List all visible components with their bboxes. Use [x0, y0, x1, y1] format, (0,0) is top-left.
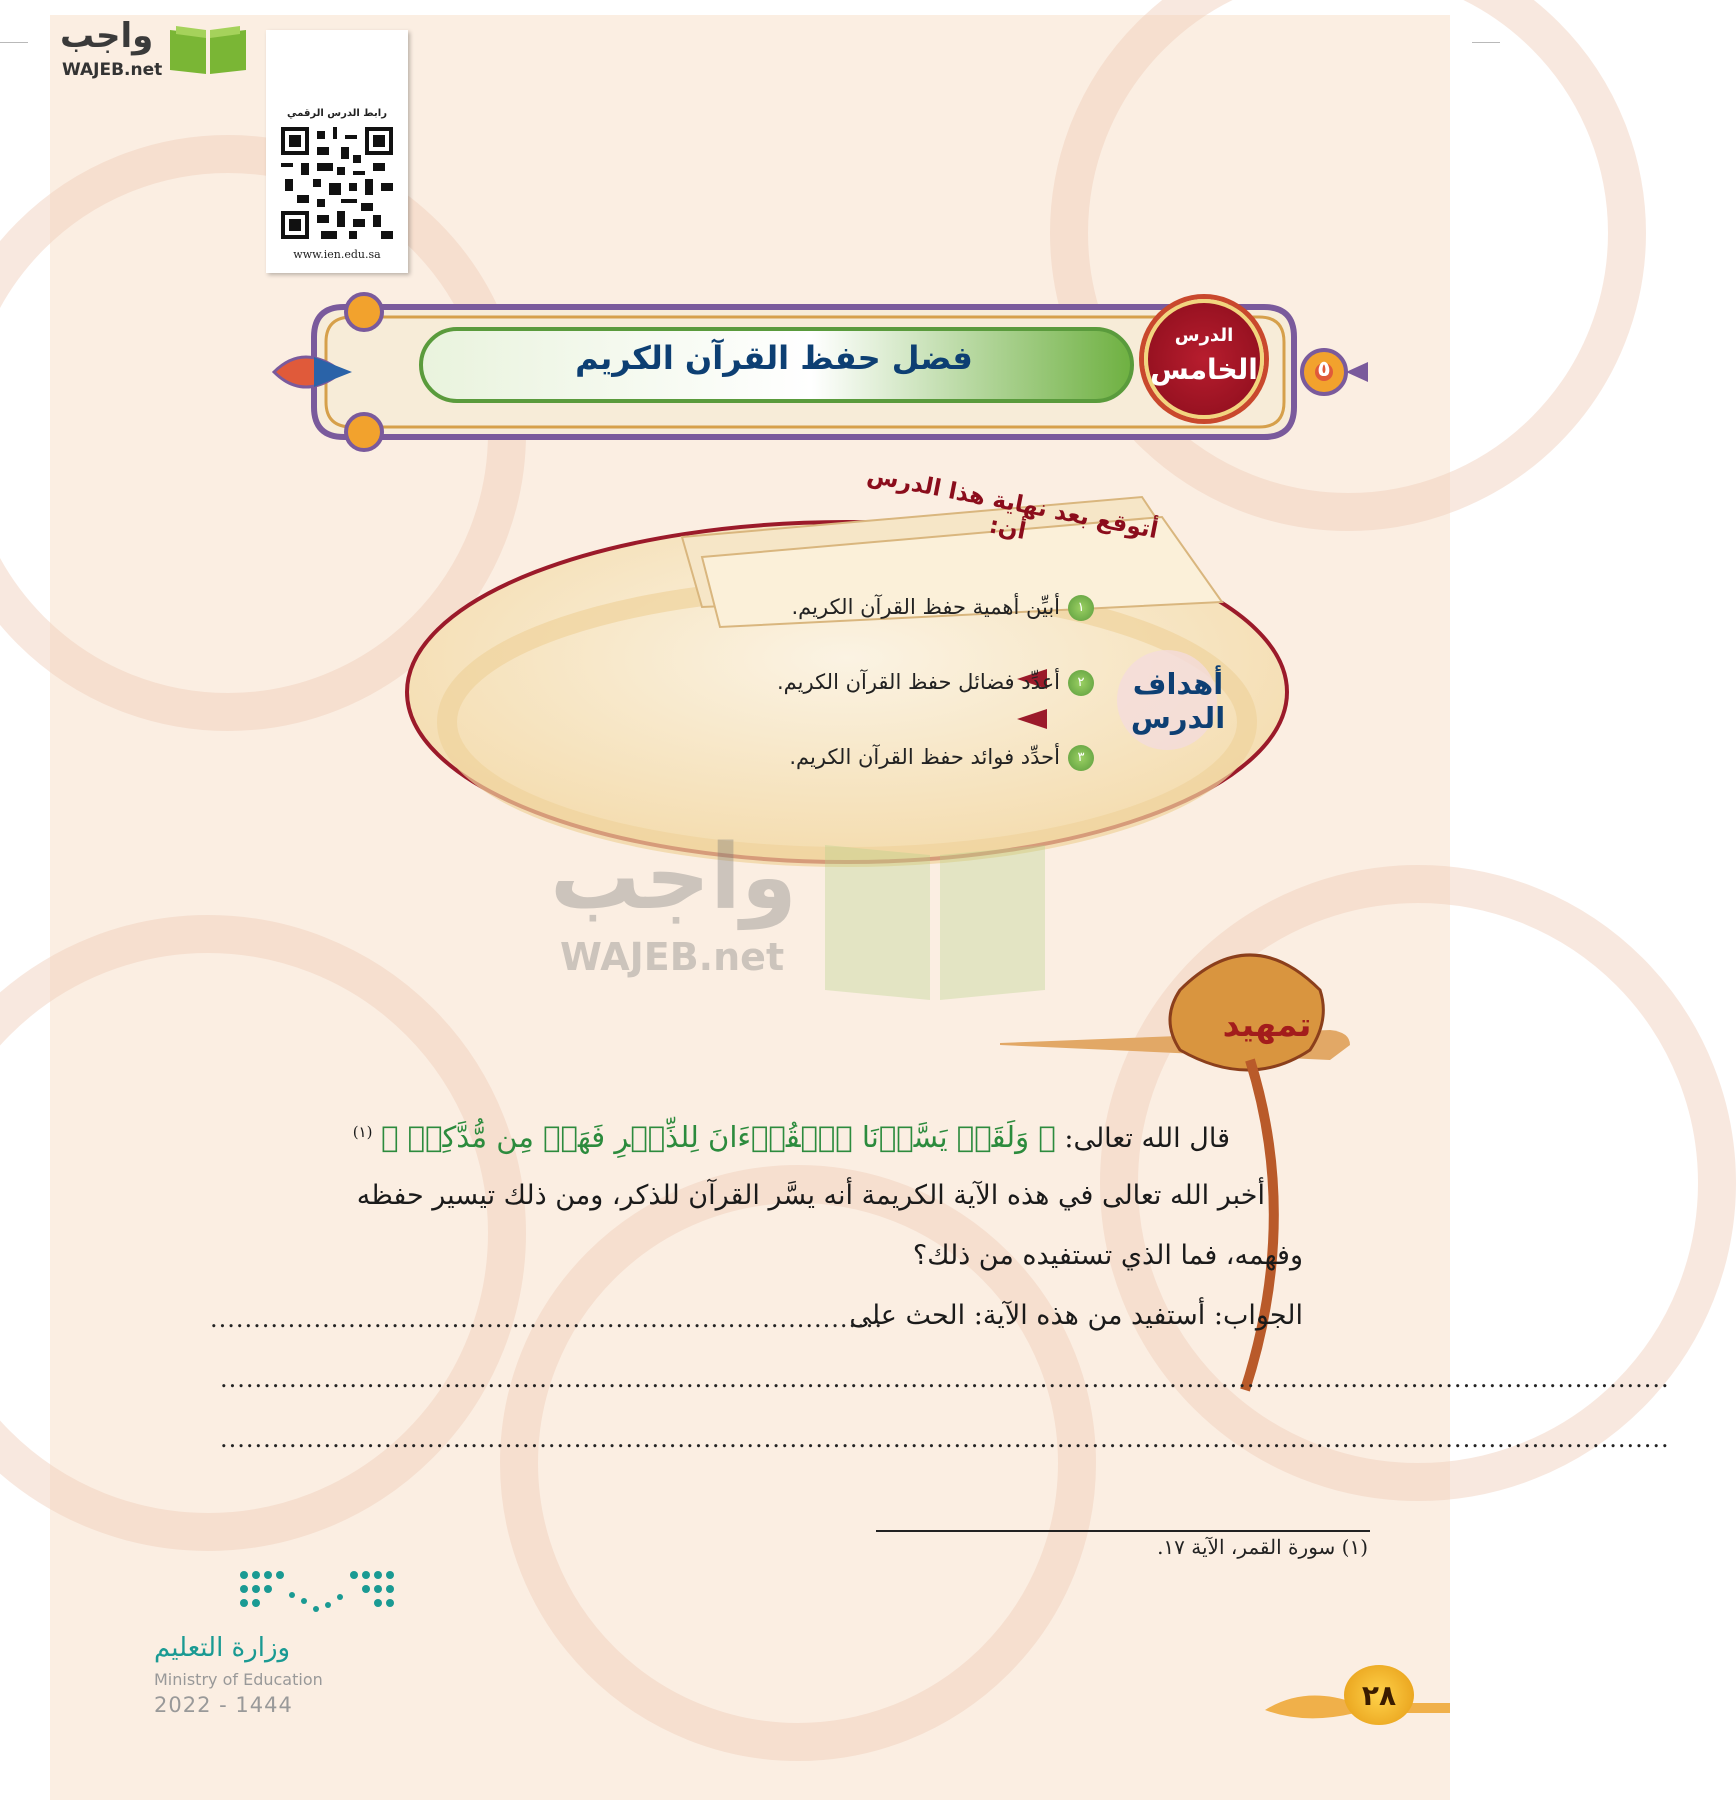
qr-url[interactable]: www.ien.edu.sa: [293, 248, 381, 261]
lesson-label: الدرس: [1174, 325, 1234, 346]
background-ornament: [0, 915, 526, 1551]
footnote: (١) سورة القمر، الآية ١٧.: [1157, 1535, 1368, 1559]
ministry-english: Ministry of Education: [154, 1670, 323, 1689]
answer-prefix: الجواب: أستفيد من هذه الآية: الحث على: [849, 1300, 1303, 1331]
qr-caption: رابط الدرس الرقمي: [287, 108, 387, 119]
objective-number-badge: ٣: [1068, 745, 1094, 771]
ministry-year: 2022 - 1444: [154, 1693, 293, 1717]
lesson-title-banner: [264, 287, 1370, 457]
objectives-header: أتوقع بعد نهاية هذا الدرس أن:: [864, 462, 1161, 546]
logo-latin: WAJEB.net: [62, 60, 163, 80]
lesson-title: فضل حفظ القرآن الكريم: [575, 339, 973, 377]
intro-label: تمهيد: [1222, 1005, 1312, 1044]
verse-line: [200, 1120, 1230, 1154]
textbook-page: [50, 15, 1670, 1800]
objective-item: [610, 745, 1094, 771]
objective-number-badge: ٢: [1068, 670, 1094, 696]
qr-code-icon[interactable]: [281, 127, 393, 239]
book-icon: [168, 24, 248, 76]
page-number-badge: [1344, 1665, 1414, 1725]
lesson-number: ٥: [1317, 357, 1331, 382]
verse-footnote-ref: (١): [352, 1123, 373, 1141]
crop-mark: [0, 42, 28, 43]
objective-text: أعدِّد فضائل حفظ القرآن الكريم.: [777, 670, 1060, 694]
ministry-logo: [154, 1565, 384, 1735]
lesson-ordinal: الخامس: [1150, 353, 1258, 386]
answer-line[interactable]: ........................................................................................................................................................................: [220, 1365, 1670, 1393]
verse-prefix: قال الله تعالى:: [1064, 1123, 1230, 1154]
intro-paragraph-line1: أخبر الله تعالى في هذه الآية الكريمة أنه يسَّر القرآن للذكر، ومن ذلك تيسير حفظه: [356, 1180, 1265, 1211]
footnote-divider: [876, 1530, 1370, 1532]
objective-item: [610, 670, 1094, 696]
logo-arabic: واجب: [60, 16, 154, 56]
watermark-arabic: واجب: [550, 825, 797, 930]
intro-paragraph-line2: وفهمه، فما الذي تستفيده من ذلك؟: [912, 1240, 1303, 1271]
objectives-label: أهداف الدرس: [1130, 667, 1226, 735]
lesson-number-badge: [1144, 299, 1264, 419]
objective-item: [610, 595, 1094, 621]
watermark-latin: WAJEB.net: [560, 935, 785, 979]
qr-card[interactable]: [266, 30, 408, 273]
wajeb-watermark: [550, 825, 1070, 1015]
quran-verse: ﴿ وَلَقَدۡ يَسَّرۡنَا ٱلۡقُرۡءَانَ لِلذِّكۡرِ فَهَلۡ مِن مُّدَّكِرٖ ﴾: [381, 1120, 1056, 1154]
page-number: ٢٨: [1361, 1679, 1397, 1712]
answer-line[interactable]: ..............................................................................: [210, 1305, 884, 1333]
ministry-arabic: وزارة التعليم: [154, 1633, 291, 1663]
wajeb-logo[interactable]: [60, 16, 240, 80]
objective-text: أبيِّن أهمية حفظ القرآن الكريم.: [791, 595, 1060, 619]
answer-line[interactable]: ........................................................................................................................................................................: [220, 1425, 1670, 1453]
objective-text: أحدِّد فوائد حفظ القرآن الكريم.: [789, 745, 1060, 769]
objective-number-badge: ١: [1068, 595, 1094, 621]
ministry-dots-icon: [234, 1565, 404, 1625]
